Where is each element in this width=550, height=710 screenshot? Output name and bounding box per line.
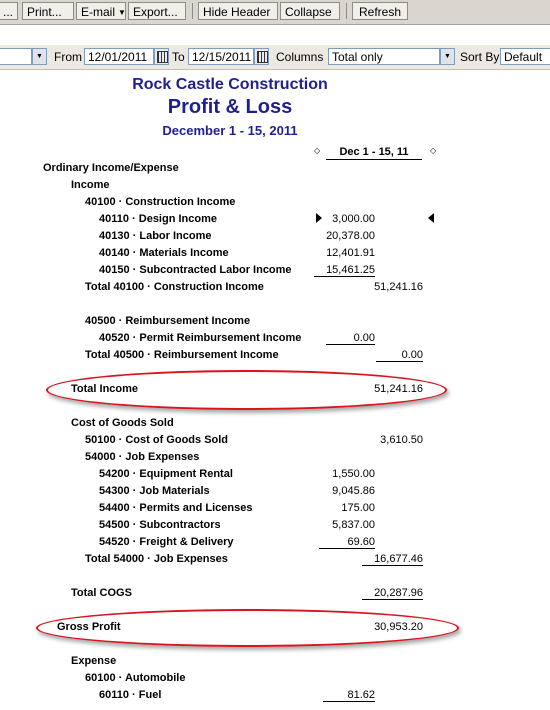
columns-select[interactable]: Total only <box>328 48 440 65</box>
to-date-input[interactable]: 12/15/2011 <box>188 48 254 65</box>
report-row[interactable]: 40130 · Labor Income 20,378.00 <box>99 230 375 242</box>
column-resize-diamond-icon[interactable]: ◇ <box>314 146 321 155</box>
report-row[interactable]: 54000 · Job Expenses <box>85 451 200 463</box>
report-row[interactable]: 54520 · Freight & Delivery 69.60 <box>99 536 375 548</box>
hide-header-button[interactable]: Hide Header <box>198 2 278 20</box>
email-dropdown-icon: ▼ <box>118 7 126 17</box>
report-row-total[interactable]: Total 54000 · Job Expenses 16,677.46 <box>85 553 423 565</box>
from-date-input[interactable]: 12/01/2011 <box>84 48 154 65</box>
gross-profit-highlight <box>36 609 459 647</box>
from-calendar-icon[interactable] <box>154 48 169 65</box>
report-period: December 1 - 15, 2011 <box>162 123 298 138</box>
export-button[interactable]: Export... <box>128 2 186 20</box>
report-row[interactable]: 54300 · Job Materials 9,045.86 <box>99 485 375 497</box>
report-row[interactable]: 54500 · Subcontractors 5,837.00 <box>99 519 375 531</box>
sort-by-select[interactable]: Default <box>500 48 550 65</box>
dates-dropdown-icon[interactable]: ▼ <box>32 48 47 65</box>
report-row[interactable]: Expense <box>71 655 117 667</box>
report-row-total[interactable]: Total 40500 · Reimbursement Income 0.00 <box>85 349 423 361</box>
report-row[interactable]: 50100 · Cost of Goods Sold 3,610.50 <box>85 434 423 446</box>
company-name: Rock Castle Construction <box>132 76 328 93</box>
row-pointer-left-icon <box>428 213 434 223</box>
report-row[interactable]: 40100 · Construction Income <box>85 196 236 208</box>
column-header: Dec 1 - 15, 11 <box>326 146 422 160</box>
report-title: Profit & Loss <box>167 96 293 118</box>
toolbar-separator <box>192 3 193 19</box>
toolbar-overflow-button[interactable]: ... <box>0 2 18 20</box>
from-label: From <box>54 50 82 64</box>
report-row[interactable]: 40140 · Materials Income 12,401.91 <box>99 247 375 259</box>
to-label: To <box>172 50 185 64</box>
report-row[interactable]: Income <box>71 179 110 191</box>
report-row-selected[interactable]: 40110 · Design Income 3,000.00 <box>99 213 375 225</box>
report-toolbar <box>0 0 550 25</box>
report-row[interactable]: 60100 · Automobile <box>85 672 186 684</box>
columns-label: Columns <box>276 50 324 64</box>
collapse-button[interactable]: Collapse <box>280 2 340 20</box>
report-row-total[interactable]: Total Income 51,241.16 <box>71 383 423 395</box>
columns-dropdown-icon[interactable]: ▼ <box>440 48 455 65</box>
report-row-total[interactable]: Total 40100 · Construction Income 51,241.16 <box>85 281 423 293</box>
toolbar-separator <box>346 3 347 19</box>
report-row[interactable]: 40150 · Subcontracted Labor Income 15,461.25 <box>99 264 375 276</box>
column-resize-diamond-icon[interactable]: ◇ <box>430 146 437 155</box>
sort-by-label: Sort By <box>460 50 500 64</box>
dates-select[interactable] <box>0 48 32 65</box>
report-filter-bar <box>0 45 550 70</box>
report-row[interactable]: 54200 · Equipment Rental 1,550.00 <box>99 468 375 480</box>
email-button[interactable]: E-mail ▼ <box>76 2 126 20</box>
report-row[interactable]: 40520 · Permit Reimbursement Income 0.00 <box>99 332 375 344</box>
report-row[interactable]: 60110 · Fuel 81.62 <box>99 689 375 701</box>
report-row[interactable]: 40500 · Reimbursement Income <box>85 315 251 327</box>
to-calendar-icon[interactable] <box>254 48 269 65</box>
print-button[interactable]: Print... <box>22 2 74 20</box>
report-row[interactable]: 54400 · Permits and Licenses 175.00 <box>99 502 375 514</box>
report-row-total[interactable]: Total COGS 20,287.96 <box>71 587 423 599</box>
report-row-total[interactable]: Gross Profit 30,953.20 <box>57 621 423 633</box>
report-row[interactable]: Cost of Goods Sold <box>71 417 174 429</box>
refresh-button[interactable]: Refresh <box>352 2 408 20</box>
total-income-highlight <box>46 370 447 410</box>
report-row[interactable]: Ordinary Income/Expense <box>43 162 179 174</box>
